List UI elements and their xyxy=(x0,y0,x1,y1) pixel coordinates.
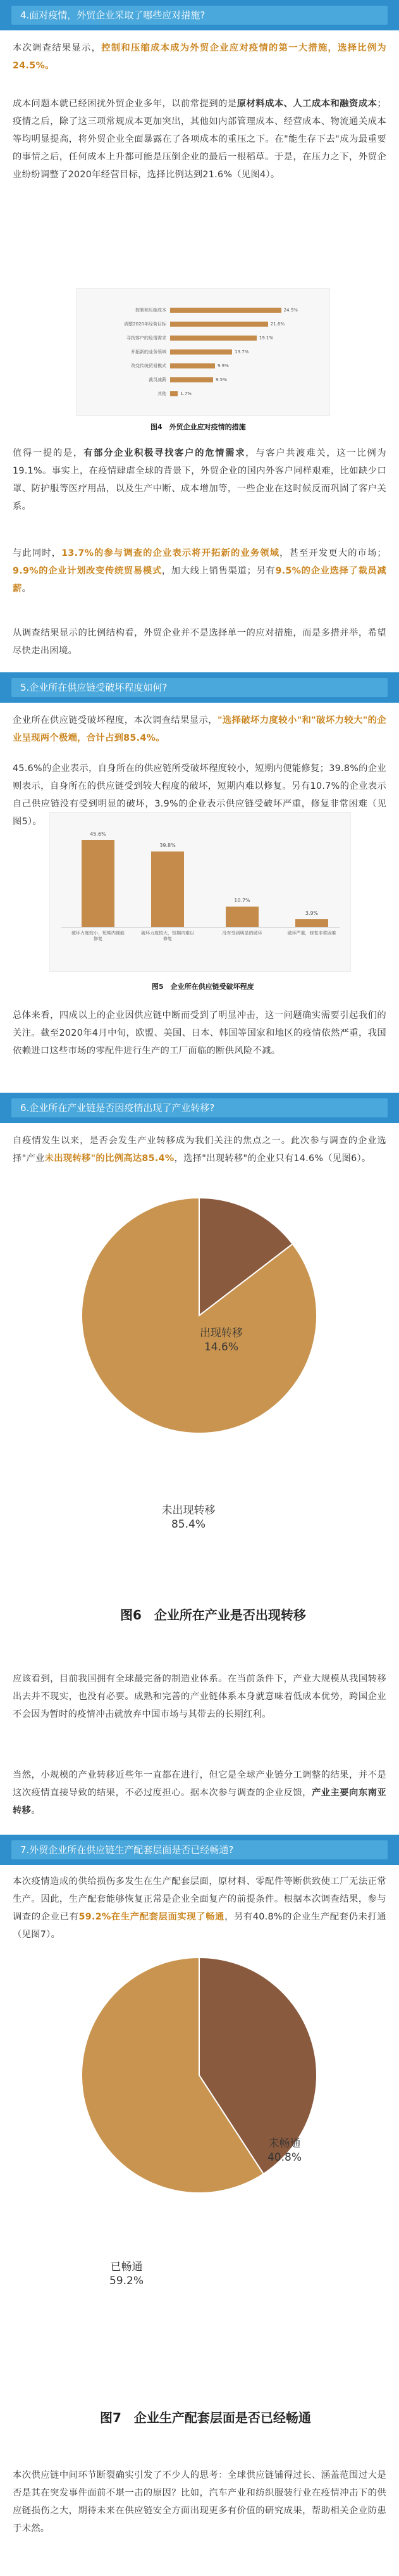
sec4-paragraph-4: 与此同时，13.7%的参与调查的企业表示将开拓新的业务领域，甚至开发更大的市场；9.9%的企业计划改变传统贸易模式，加大线上销售渠道；另有9.5%的企业选择了裁员减薪。 xyxy=(13,548,386,594)
figure-4-chart xyxy=(76,288,330,416)
pie7-lvalue: 59.2% xyxy=(109,2275,144,2287)
chart4-bar xyxy=(170,377,213,382)
chart4-category-label: 控制和压缩成本 xyxy=(135,308,166,313)
pie7-label-0 xyxy=(247,2137,322,2164)
section-7-header xyxy=(0,1835,399,1865)
section-7-title: 7.外贸企业所在供应链生产配套层面是否已经畅通? xyxy=(20,1844,234,1856)
section-4-title: 4.面对疫情，外贸企业采取了哪些应对措施? xyxy=(20,9,206,21)
pie7-lname: 已畅通 xyxy=(110,2261,143,2273)
chart5-bar xyxy=(295,919,328,927)
chart4-bar xyxy=(170,322,268,327)
sec6-paragraph-1: 自疫情发生以来，是否会发生产业转移成为我们关注的焦点之一。此次参与调查的企业选择"产业未出现转移"的比例高达85.4%，选择"出现转移"的企业只有14.6%（见图6）。 xyxy=(13,1136,386,1164)
pie7-lname: 未畅通 xyxy=(268,2137,301,2150)
chart4-category-label: 改变传统贸易模式 xyxy=(131,363,166,368)
chart5-category-label: 破坏力度较小，短期内便能修复 xyxy=(71,931,125,941)
sec5-paragraph-1: 企业所在供应链受破坏程度，本次调查结果显示，"选择破坏力度较小"和"破坏力较大"的企业呈现两个极端，合计占到85.4%。 xyxy=(13,715,386,743)
chart4-bar xyxy=(170,391,178,396)
chart4-row xyxy=(77,362,329,370)
chart4-bar xyxy=(170,349,232,355)
chart4-category-label: 调整2020年经营目标 xyxy=(124,322,166,327)
chart4-row xyxy=(77,376,329,384)
figure-7-caption: 图7 企业生产配套层面是否已经畅通 xyxy=(100,2410,311,2425)
chart5-value-label: 10.7% xyxy=(234,897,250,903)
chart4-value-label: 19.1% xyxy=(259,336,274,341)
sec5-paragraph-2: 45.6%的企业表示，自身所在的供应链所受破坏程度较小，短期内便能修复；39.8%的企业则表示，自身所在的供应链受到较大程度的破坏，短期内难以修复。另有10.7%的企业表示自己供应链没有受到明显的破坏，3.9%的企业表示供应链受破坏严重，修复非常困难（见图5）。 xyxy=(13,763,386,827)
chart4-category-label: 裁员减薪 xyxy=(149,377,166,382)
sec5-paragraph-3: 总体来看，四成以上的企业因供应链中断而受到了明显冲击，这一问题确实需要引起我们的关注。截至2020年4月中旬，欧盟、美国、日本、韩国等国家和地区的疫情依然严重，我国依赖进口这些市场的零配件进行生产的工厂面临的断供风险不减。 xyxy=(13,1010,386,1056)
chart5-value-label: 45.6% xyxy=(90,831,106,838)
chart4-value-label: 24.5% xyxy=(283,308,298,313)
chart4-row xyxy=(77,320,329,328)
chart4-row xyxy=(77,348,329,356)
chart4-category-label: 寻找客户的危情需求 xyxy=(126,336,166,341)
chart5-value-label: 3.9% xyxy=(305,910,319,917)
chart5-value-label: 39.8% xyxy=(159,842,176,848)
chart4-row xyxy=(77,334,329,342)
chart4-value-label: 13.7% xyxy=(235,349,249,355)
section-4-header xyxy=(0,0,399,30)
sec7-paragraph-2: 本次供应链中间环节断裂确实引发了不少人的思考：全球供应链铺得过长、涵盖范围过大是否是其在突发事件面前不堪一击的原因？比如，汽车产业和纺织服装行业在疫情冲击下的供应链损伤之大，期待未来在供应链安全方面出现更多有价值的研究成果，帮助相关企业防患于未然。 xyxy=(13,2470,386,2534)
sec7-paragraph-1: 本次疫情造成的供给损伤多发生在生产配套层面，原材料、零配件等断供致使工厂无法正常生产。因此，生产配套能够恢复正常是企业全面复产的前提条件。根据本次调查结果，参与调查的企业已有59.2%在生产配套层面实现了畅通，另有40.8%的企业生产配套仍未打通（见图7）。 xyxy=(13,1876,386,1940)
chart4-category-label: 开拓新的业务领域 xyxy=(131,349,166,355)
figure-6-pie-chart xyxy=(79,1195,319,1436)
chart4-bar xyxy=(170,336,257,341)
section-6-title: 6.企业所在产业链是否因疫情出现了产业转移? xyxy=(20,1102,215,1114)
pie6-lvalue: 85.4% xyxy=(171,1518,206,1531)
chart4-value-label: 1.7% xyxy=(180,391,192,396)
pie6-label-1 xyxy=(144,1504,233,1531)
sec6-paragraph-3: 当然，小规模的产业转移近些年一直都在进行，但它是全球产业链分工调整的结果，并不是这次疫情直接导致的结果，不必过度担心。据本次参与调查的企业反馈，产业主要向东南亚转移。 xyxy=(13,1770,386,1816)
pie6-lname: 出现转移 xyxy=(200,1327,243,1340)
figure-6-caption: 图6 企业所在产业是否出现转移 xyxy=(120,1607,306,1623)
sec6-paragraph-2: 应该看到，目前我国拥有全球最完备的制造业体系。在当前条件下，产业大规模从我国转移出去并不现实，也没有必要。成熟和完善的产业链体系本身就意味着低成本优势，跨国企业不会因为暂时的疫情冲击就放弃中国市场与其带去的长期红利。 xyxy=(13,1674,386,1719)
chart5-bar xyxy=(82,840,114,927)
section-5-title: 5.企业所在供应链受破坏程度如何? xyxy=(20,682,168,693)
chart4-row xyxy=(77,306,329,314)
chart5-bar xyxy=(226,907,259,927)
pie6-label-0 xyxy=(183,1326,259,1354)
chart4-value-label: 21.6% xyxy=(270,322,285,327)
section-5-header xyxy=(0,672,399,703)
figure-5-chart xyxy=(49,812,351,972)
figure-5-caption: 图5 企业所在供应链受破坏程度 xyxy=(152,983,254,991)
section-6-header xyxy=(0,1093,399,1123)
pie7-label-1 xyxy=(82,2260,171,2288)
chart5-category-label: 没有受到明显的破坏 xyxy=(222,931,262,936)
figure-4-caption: 图4 外贸企业应对疫情的措施 xyxy=(150,423,246,431)
pie6-lname: 未出现转移 xyxy=(161,1504,216,1517)
chart4-value-label: 9.9% xyxy=(217,363,229,368)
sec4-paragraph-1: 本次调查结果显示，控制和压缩成本成为外贸企业应对疫情的第一大措施，选择比例为24.5%。 xyxy=(13,43,387,71)
pie7-lvalue: 40.8% xyxy=(267,2151,302,2164)
chart5-category-label: 破坏严重，修复非常困难 xyxy=(287,931,336,936)
chart4-value-label: 9.5% xyxy=(216,377,227,382)
chart4-category-label: 其他 xyxy=(157,391,166,396)
chart4-row xyxy=(77,390,329,398)
pie6-lvalue: 14.6% xyxy=(204,1341,238,1354)
sec4-paragraph-5: 从调查结果显示的比例结构看，外贸企业并不是选择单一的应对措施，而是多措并举，希望尽快走出困境。 xyxy=(13,628,386,656)
sec4-paragraph-2: 成本问题本就已经困扰外贸企业多年，以前常提到的是原材料成本、人工成本和融资成本；疫情之后，除了这三项常规成本更加突出，其他如内部管理成本、经营成本、物流通关成本等均明显提高，将外贸企业全面暴露在了各项成本的重压之下。在"能生存下去"成为最重要的事情之后，任何成本上升都可能是压倒企业的最后一根稻草。于是，在压力之下，外贸企业纷纷调整了2020年经营目标，选择比例达到21.6%（见图4）。 xyxy=(13,99,386,180)
chart5-bar xyxy=(151,851,184,927)
chart4-bar xyxy=(170,363,215,368)
chart5-category-label: 破坏力度较大，短期内难以修复 xyxy=(141,931,194,941)
chart4-bar xyxy=(170,308,281,313)
sec4-paragraph-3: 值得一提的是，有部分企业积极寻找客户的危情需求，与客户共渡难关，这一比例为19.1%。事实上，在疫情肆虐全球的背景下，外贸企业的国内外客户同样艰难，比如缺少口罩、防护服等医疗用品，以及生产中断、成本增加等，一些企业在这时候反而巩固了客户关系。 xyxy=(13,448,386,512)
